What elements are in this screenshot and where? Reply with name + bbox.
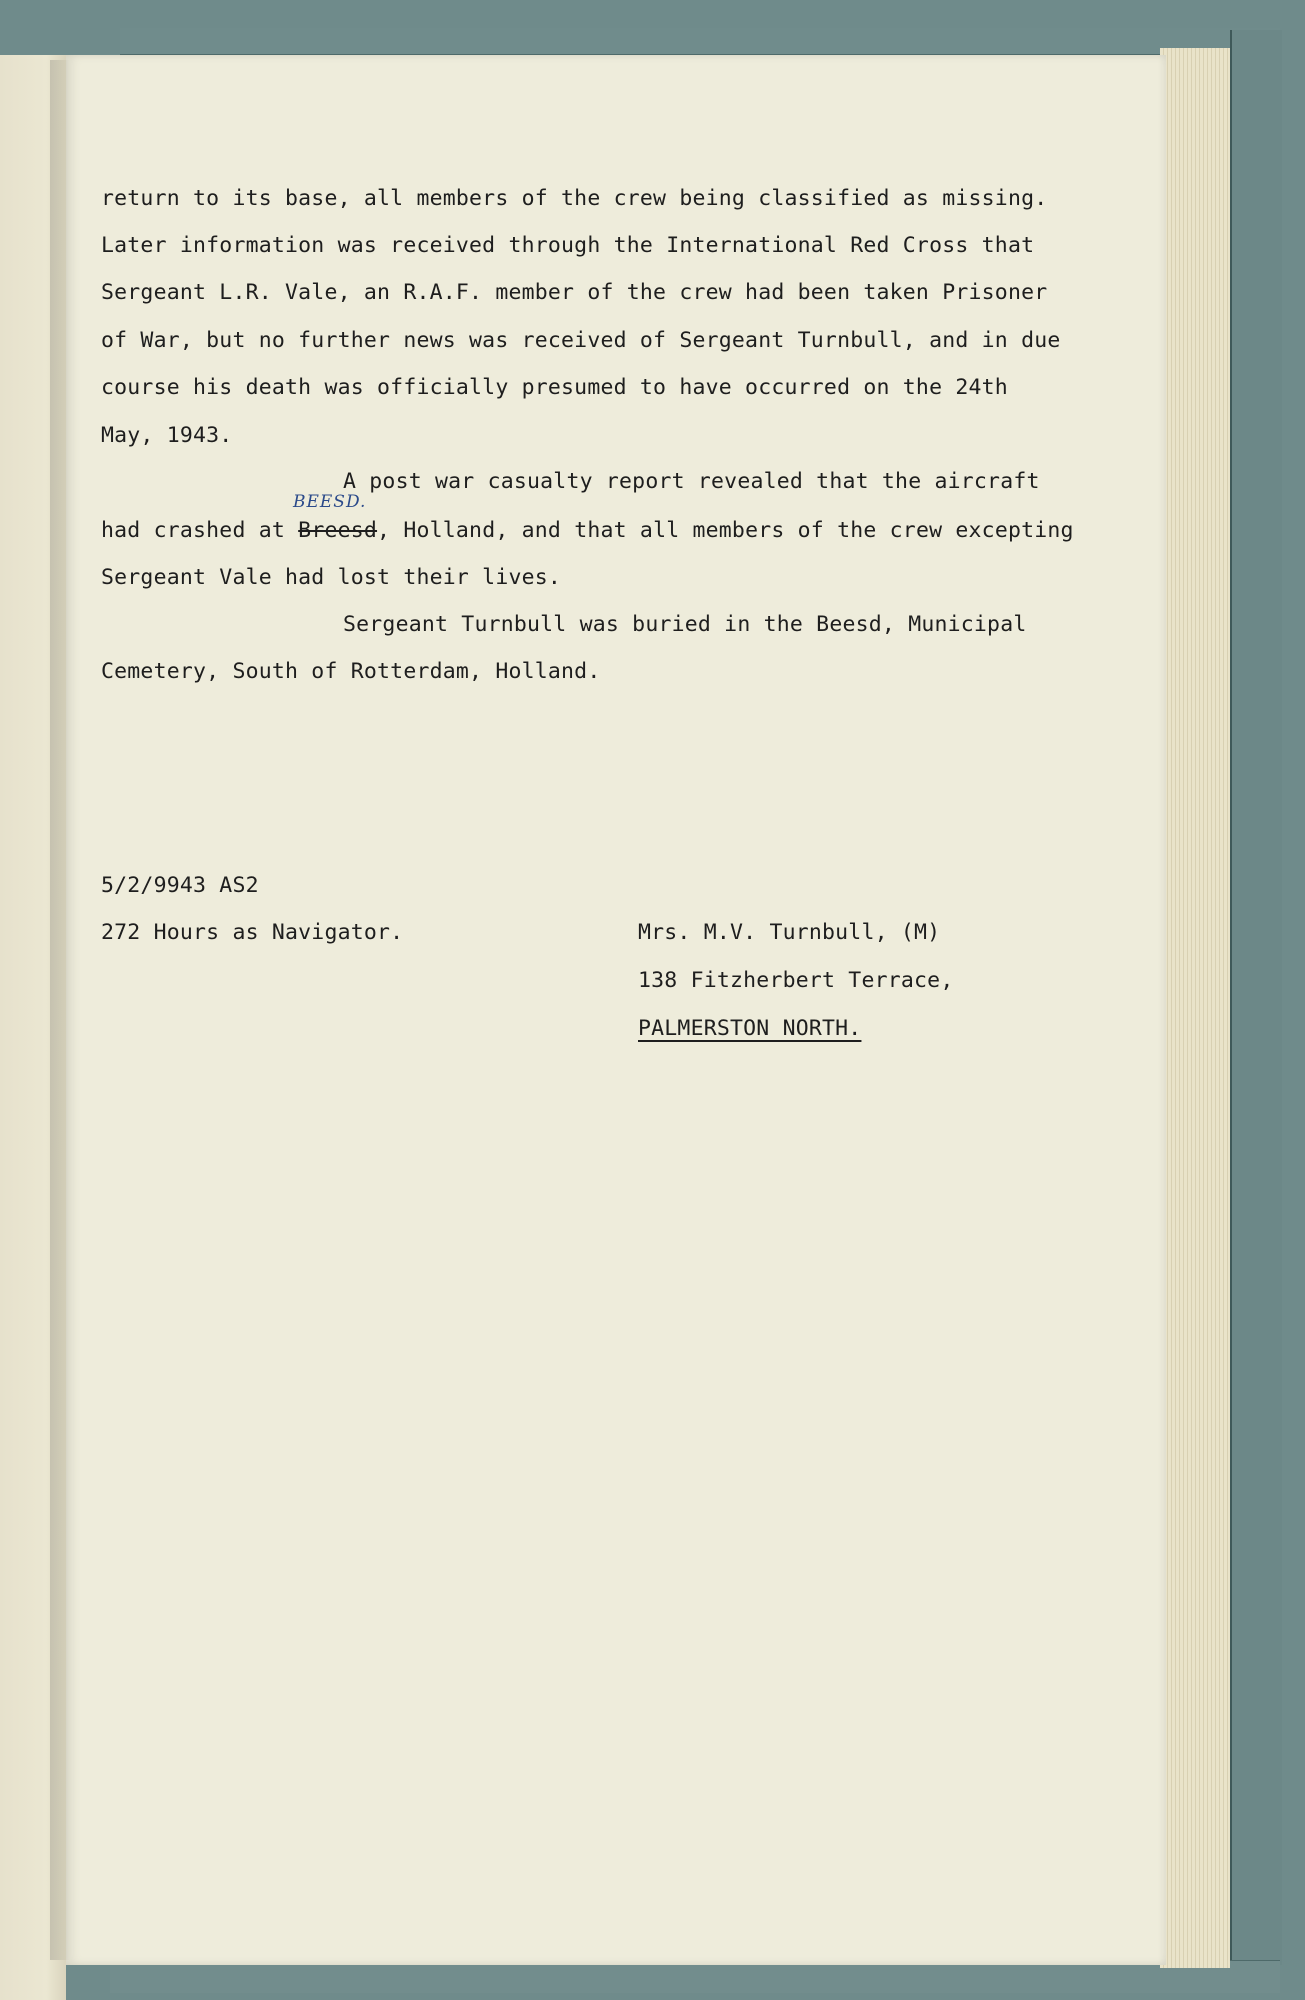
book-cover-right-edge [1230, 30, 1282, 1965]
body-line-6: May, 1943. [101, 423, 233, 448]
body-line-4: of War, but no further news was received of Sergeant Turnbull, and in due [101, 328, 1061, 353]
binding-gutter-shadow [50, 60, 70, 1960]
hours-as-navigator: 272 Hours as Navigator. [101, 920, 404, 945]
body-line-1: return to its base, all members of the crew being classified as missing. [101, 186, 1048, 211]
para2-line-2 [101, 518, 1074, 543]
para3-line-1: Sergeant Turnbull was buried in the Beesd, Municipal [343, 612, 1027, 637]
next-of-kin-street: 138 Fitzherbert Terrace, [638, 968, 954, 993]
next-of-kin-city: PALMERSTON NORTH. [638, 1016, 862, 1041]
book-cover-top-edge [120, 28, 1280, 55]
struck-word: Breesd [298, 518, 378, 543]
body-line-3: Sergeant L.R. Vale, an R.A.F. member of the crew had been taken Prisoner [101, 280, 1048, 305]
body-line-5: course his death was officially presumed to have occurred on the 24th [101, 375, 1008, 400]
para2-line-2-suffix: , Holland, and that all members of the crew excepting [377, 518, 1074, 543]
para2-line-2-prefix: had crashed at [101, 518, 299, 543]
handwritten-correction: BEESD. [293, 492, 367, 512]
body-line-2: Later information was received through the International Red Cross that [101, 233, 1035, 258]
reference-number: 5/2/9943 AS2 [101, 873, 259, 898]
para2-line-1: A post war casualty report revealed that the aircraft [343, 469, 1040, 494]
next-of-kin-name: Mrs. M.V. Turnbull, (M) [638, 920, 941, 945]
page-stack-edges [1160, 48, 1230, 1968]
para2-line-3: Sergeant Vale had lost their lives. [101, 565, 562, 590]
para3-line-2: Cemetery, South of Rotterdam, Holland. [101, 659, 601, 684]
